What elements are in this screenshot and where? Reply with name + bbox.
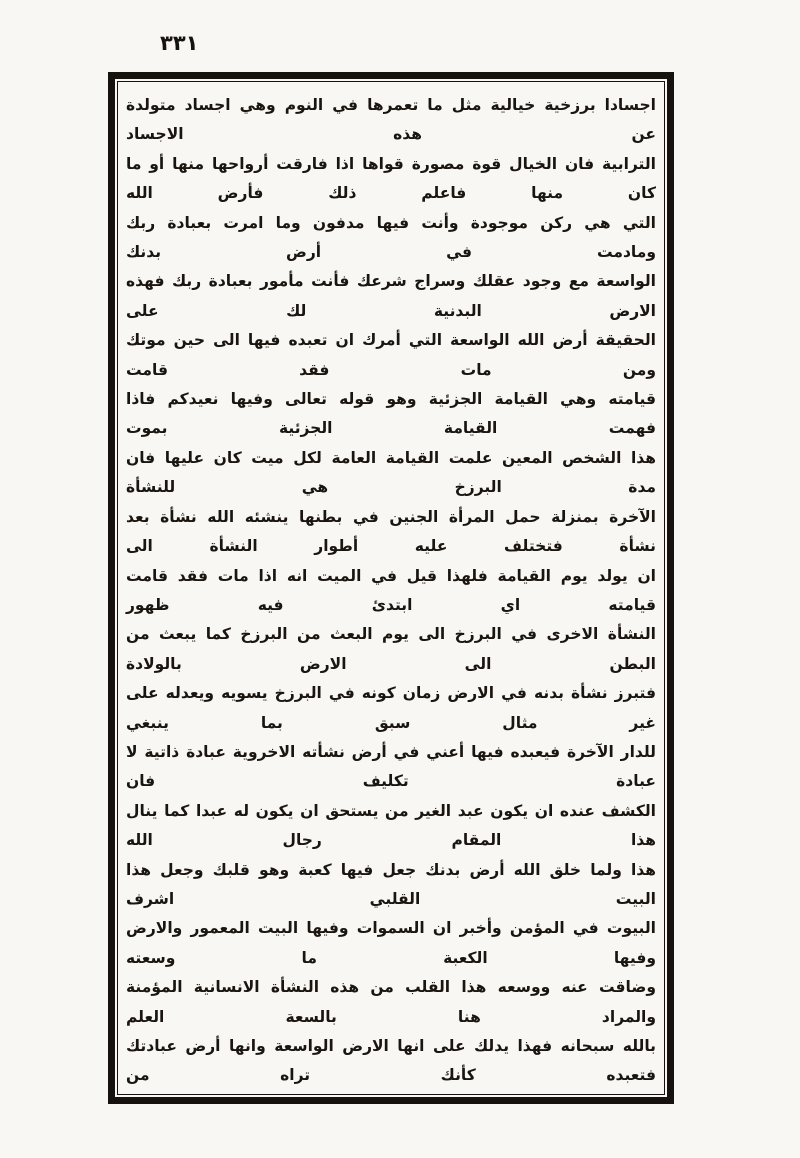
main-text-line: الواسعة مع وجود عقلك وسراج شرعك فأنت مأمور بعبادة ربك فهذه الارض البدنية لك على — [126, 272, 656, 320]
main-text-line: قيامته وهي القيامة الجزئية وهو قوله تعالى وفيها نعيدكم فاذا فهمت القيامة الجزئية بموت — [126, 390, 656, 438]
main-text-line: هذا ولما خلق الله أرض بدنك جعل فيها كعبة وهو قلبك وجعل هذا البيت القلبي اشرف — [126, 860, 656, 908]
main-text-line: النشأة الاخرى في البرزخ الى يوم البعث من البرزخ كما يبعث من البطن الى الارض بالولادة — [126, 625, 656, 673]
main-text-line: فتبرز نشأة بدنه في الارض زمان كونه في البرزخ يسويه ويعدله على غير مثال سبق بما ينبغي — [126, 684, 656, 732]
main-text-line: الكشف عنده ان يكون عبد الغير من يستحق ان يكون له عبدا كما ينال هذا المقام رجال الله — [126, 801, 656, 850]
page-frame-inner — [117, 81, 665, 1095]
page-number: ٣٣١ — [160, 31, 199, 55]
main-text-line: ان يولد يوم القيامة فلهذا قيل في الميت انه اذا مات فقد قامت قيامته اي ابتدئ فيه ظهور — [126, 566, 656, 614]
main-text-block — [126, 91, 656, 1095]
main-text-line — [126, 1091, 656, 1095]
main-text-line: هذا الشخص المعين علمت القيامة العامة لكل ميت كان عليها فان مدة البرزخ هي للنشأة — [126, 448, 656, 497]
main-text-line: اجسادا برزخية خيالية مثل ما تعمرها في النوم وهي اجساد متولدة عن هذه الاجساد — [126, 96, 656, 144]
main-text-line: الحقيقة أرض الله الواسعة التي أمرك ان تعبده فيها الى حين موتك ومن مات فقد قامت — [126, 331, 656, 379]
page-frame — [108, 72, 674, 1104]
main-text-line: التي هي ركن موجودة وأنت فيها مدفون وما امرت بعبادة ربك ومادمت في أرض بدنك — [126, 213, 656, 262]
main-text-line: بالله سبحانه فهذا يدلك على انها الارض الواسعة وانها أرض عبادتك فتعبده كأنك تراه من — [126, 1037, 656, 1085]
main-text-line: الآخرة بمنزلة حمل المرأة الجنين في بطنها ينشئه الله نشأة بعد نشأة فتختلف عليه أطوار النشأة الى — [126, 507, 656, 556]
main-text-line: وضاقت عنه ووسعه هذا القلب من هذه النشأة الانسانية المؤمنة والمراد هنا بالسعة العلم — [126, 978, 656, 1026]
main-text-line: البيوت في المؤمن وأخبر ان السموات وفيها البيت المعمور والارض وفيها الكعبة ما وسعته — [126, 919, 656, 967]
main-text-line: للدار الآخرة فيعبده فيها أعني في أرض نشأته الاخروية عبادة ذاتية لا عبادة تكليف فان — [126, 742, 656, 791]
main-text-line: الترابية فان الخيال قوة مصورة قواها اذا فارقت أرواحها منها أو ما كان منها فاعلم ذلك فأرض الله — [126, 154, 656, 203]
